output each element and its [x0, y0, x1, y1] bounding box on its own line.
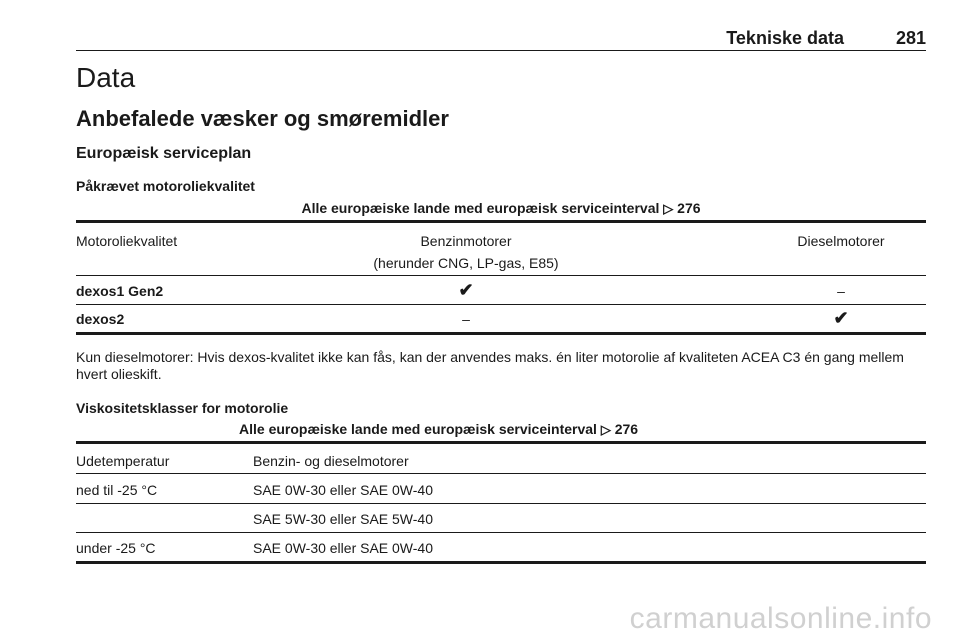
table-cell: –: [462, 311, 470, 327]
viscosity-table: [76, 418, 926, 568]
column-header: Motoroliekvalitet: [76, 233, 178, 249]
table-caption: [76, 200, 926, 217]
heading-european-service-plan: Europæisk serviceplan: [76, 145, 252, 162]
column-header: Benzinmotorer: [420, 233, 512, 249]
oil-quality-table: [76, 198, 926, 343]
table-rule: [76, 304, 926, 305]
table-cell: dexos2: [76, 311, 125, 327]
table-rule: [76, 503, 926, 504]
table-cell: SAE 5W-30 eller SAE 5W-40: [253, 511, 434, 527]
arrow-ref-icon: ▷: [600, 422, 611, 437]
page-number: 281: [895, 28, 926, 48]
check-icon: ✔: [833, 308, 849, 328]
table-rule: [76, 473, 926, 474]
column-header: Benzin- og dieselmotorer: [253, 453, 409, 469]
caption-text: Alle europæiske lande med europæisk serviceinterval: [239, 421, 597, 437]
section-title: Tekniske data: [726, 28, 844, 48]
page-reference[interactable]: 276: [614, 421, 639, 437]
diesel-note: Kun dieselmotorer: Hvis dexos-kvalitet ikke kan fås, kan der anvendes maks. én liter motorolie af kvaliteten ACEA C3 én gang mellem hvert olieskift.: [76, 349, 904, 382]
watermark: carmanualsonline.info: [629, 602, 932, 635]
table-caption: [239, 421, 839, 438]
table-rule: [76, 275, 926, 276]
arrow-ref-icon: ▷: [663, 201, 674, 216]
page-reference[interactable]: 276: [677, 200, 701, 216]
caption-text: Alle europæiske lande med europæisk serviceinterval: [301, 200, 660, 216]
column-header: Dieselmotorer: [797, 233, 885, 249]
column-subnote: (herunder CNG, LP-gas, E85): [373, 255, 559, 271]
heading-required-oil-quality: Påkrævet motoroliekvalitet: [76, 178, 255, 194]
table-rule: [76, 441, 926, 444]
table-rule: [76, 332, 926, 335]
manual-page: [76, 0, 926, 642]
table-rule: [76, 532, 926, 533]
table-cell: SAE 0W-30 eller SAE 0W-40: [253, 540, 434, 556]
table-rule: [76, 220, 926, 223]
heading-fluids-lubricants: Anbefalede væsker og smøremidler: [76, 106, 449, 131]
heading-data: Data: [76, 62, 136, 93]
column-header: Udetemperatur: [76, 453, 170, 469]
table-cell: ned til -25 °C: [76, 482, 158, 498]
table-cell: dexos1 Gen2: [76, 283, 164, 299]
heading-viscosity-classes: Viskositetsklasser for motorolie: [76, 400, 289, 416]
table-cell: under -25 °C: [76, 540, 156, 556]
check-icon: ✔: [458, 280, 474, 300]
running-header: [76, 28, 926, 51]
table-cell: SAE 0W-30 eller SAE 0W-40: [253, 482, 434, 498]
table-rule: [76, 561, 926, 564]
table-cell: –: [837, 283, 845, 299]
